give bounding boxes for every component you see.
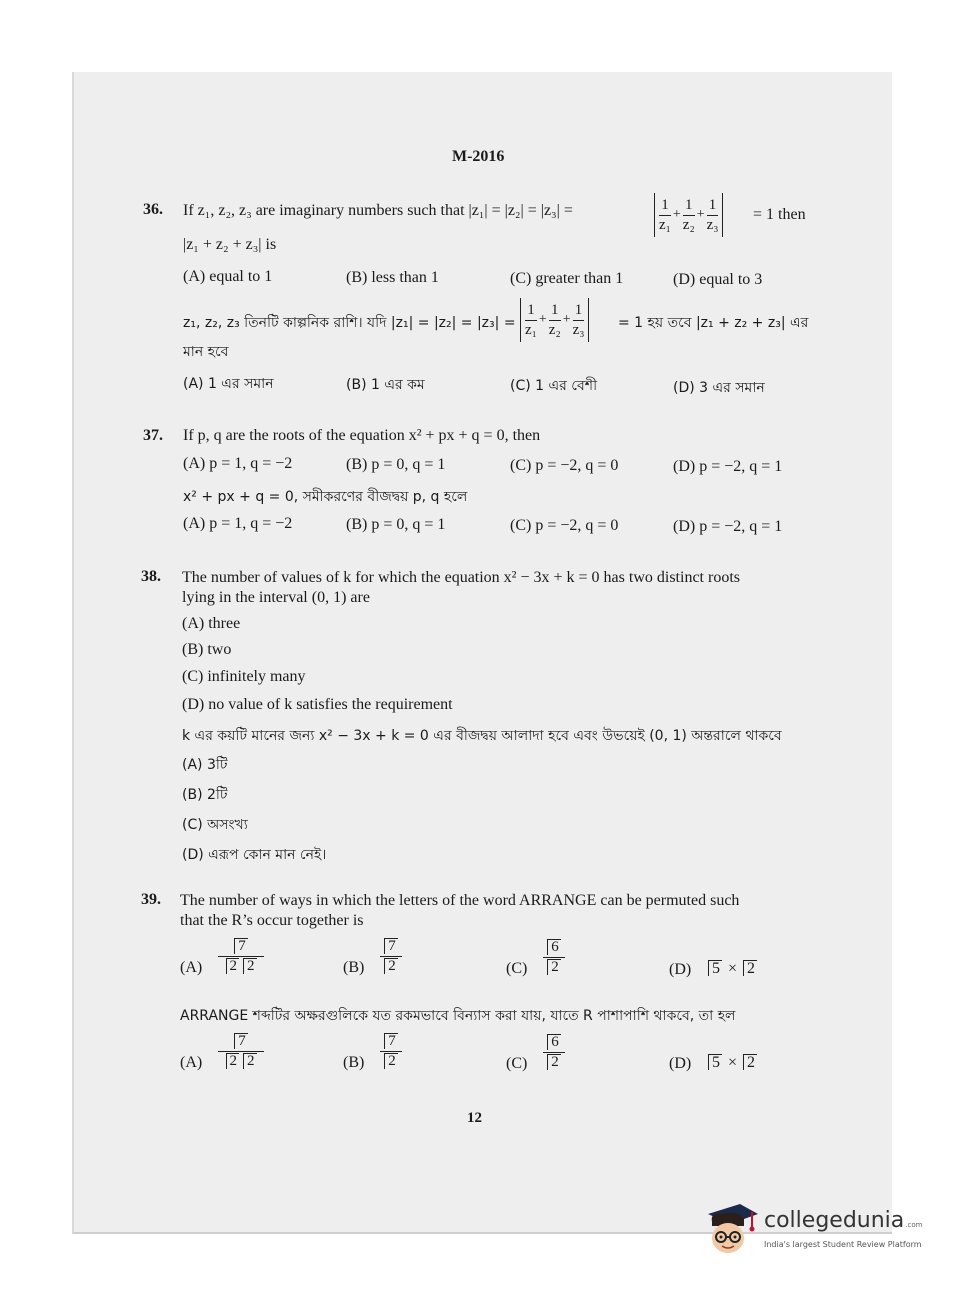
q39b-d-times: × bbox=[728, 1054, 738, 1071]
q37-option-b: (B) p = 0, q = 1 bbox=[346, 456, 446, 473]
q39-beng-label-d: (D) bbox=[669, 1055, 692, 1072]
q39-beng-option-d-expr bbox=[706, 1054, 759, 1072]
q36-option-a: (A) equal to 1 bbox=[183, 268, 273, 285]
page-header: M-2016 bbox=[452, 148, 505, 165]
q39-text-b: that the R’s occur together is bbox=[180, 912, 364, 929]
q36-frac-expression: $\frac{1}{\text{z₁}}$ + $\frac{1}{\text{z₂}}$ + $\frac{1}{\text{z₃}}$ bbox=[654, 193, 723, 237]
q36-beng-text-c: মান হবে bbox=[183, 344, 229, 360]
q38-beng-option-b: (B) 2টি bbox=[182, 787, 228, 803]
q39-beng-option-a-frac bbox=[218, 1033, 264, 1070]
logo-name: collegedunia bbox=[764, 1208, 905, 1233]
q39-d-f1: 5 bbox=[708, 960, 722, 976]
q36b-frac1-den: z₁ bbox=[525, 321, 537, 338]
q39-option-b-frac bbox=[380, 938, 402, 975]
q38-text-a: The number of values of k for which the equation x² − 3x + k = 0 has two distinct roots bbox=[182, 569, 740, 586]
logo-tm: .com bbox=[905, 1221, 923, 1229]
q39-beng-label-b: (B) bbox=[343, 1054, 365, 1071]
q36-beng-text-b: = 1 হয় তবে |z₁ + z₂ + z₃| এর bbox=[618, 315, 809, 331]
q36-beng-option-c: (C) 1 এর বেশী bbox=[510, 378, 598, 394]
q39b-b-num: 7 bbox=[384, 1033, 398, 1049]
q39-beng-option-c-frac bbox=[543, 1034, 565, 1071]
q39-c-num: 6 bbox=[547, 939, 561, 955]
q39-option-d-expr bbox=[706, 960, 759, 978]
q36-text-c: |z₁ + z₂ + z₃| is bbox=[183, 236, 277, 253]
q36-beng-text-a: z₁, z₂, z₃ তিনটি কাল্পনিক রাশি। যদি |z₁| = |z₂| = |z₃| = bbox=[183, 315, 516, 331]
q39b-c-num: 6 bbox=[547, 1034, 561, 1050]
q38-option-d: (D) no value of k satisfies the requirement bbox=[182, 696, 453, 713]
q39-d-times: × bbox=[728, 960, 738, 977]
q36b-frac2-num: 1 bbox=[550, 301, 559, 318]
q39-text-a: The number of ways in which the letters of the word ARRANGE can be permuted such bbox=[180, 892, 740, 909]
q37-beng-option-b: (B) p = 0, q = 1 bbox=[346, 516, 446, 533]
q38-option-b: (B) two bbox=[182, 641, 232, 658]
q39b-b-den: 2 bbox=[384, 1053, 398, 1069]
q39-beng-label-c: (C) bbox=[506, 1055, 528, 1072]
q38-beng-option-c: (C) অসংখ্য bbox=[182, 817, 248, 833]
logo-tagline: India's largest Student Review Platform bbox=[764, 1240, 922, 1249]
q36-option-b: (B) less than 1 bbox=[346, 269, 439, 286]
logo-wordmark bbox=[764, 1208, 922, 1233]
q37-beng-option-c: (C) p = −2, q = 0 bbox=[510, 517, 619, 534]
q36-text-a: If z₁, z₂, z₃ are imaginary numbers such that |z₁| = |z₂| = |z₃| = bbox=[183, 202, 573, 219]
q37-option-c: (C) p = −2, q = 0 bbox=[510, 457, 619, 474]
q39b-d-f2: 2 bbox=[743, 1054, 757, 1070]
q39-c-den: 2 bbox=[547, 959, 561, 975]
q37-beng-text: x² + px + q = 0, সমীকরণের বীজদ্বয় p, q হলে bbox=[183, 489, 468, 505]
q38-text-b: lying in the interval (0, 1) are bbox=[182, 589, 370, 606]
q39-d-f2: 2 bbox=[743, 960, 757, 976]
q39-beng-option-b-frac bbox=[380, 1033, 402, 1070]
q36-beng-option-d: (D) 3 এর সমান bbox=[673, 380, 765, 396]
q36-frac3-den: z₃ bbox=[706, 216, 719, 233]
q38-option-a: (A) three bbox=[182, 615, 241, 632]
q39-a-den1: 2 bbox=[226, 958, 240, 974]
q39b-a-den1: 2 bbox=[226, 1053, 240, 1069]
q39b-d-f1: 5 bbox=[708, 1054, 722, 1070]
q37-beng-option-d: (D) p = −2, q = 1 bbox=[673, 518, 783, 535]
q39-number: 39. bbox=[141, 891, 161, 908]
q37-beng-option-a: (A) p = 1, q = −2 bbox=[183, 515, 293, 532]
q38-option-c: (C) infinitely many bbox=[182, 668, 306, 685]
q39-label-c: (C) bbox=[506, 960, 528, 977]
q37-text: If p, q are the roots of the equation x² + px + q = 0, then bbox=[183, 427, 541, 444]
q38-beng-option-a: (A) 3টি bbox=[182, 757, 228, 773]
q39-option-c-frac bbox=[543, 939, 565, 976]
q36-option-d: (D) equal to 3 bbox=[673, 271, 763, 288]
q36b-frac2-den: z₂ bbox=[548, 321, 561, 338]
q37-option-d: (D) p = −2, q = 1 bbox=[673, 458, 783, 475]
q36-frac2-den: z₂ bbox=[682, 216, 695, 233]
q36b-frac3-num: 1 bbox=[574, 301, 583, 318]
q39-b-den: 2 bbox=[384, 958, 398, 974]
q38-number: 38. bbox=[141, 568, 161, 585]
q36-frac1-num: 1 bbox=[661, 196, 669, 213]
q36-number: 36. bbox=[143, 201, 163, 218]
q39-a-num: 7 bbox=[234, 938, 248, 954]
q37-option-a: (A) p = 1, q = −2 bbox=[183, 455, 293, 472]
q39-label-b: (B) bbox=[343, 959, 365, 976]
q36-beng-frac-expression: $\frac{1}{\text{z₁}}$ + $\frac{1}{\text{z₂}}$ + $\frac{1}{\text{z₃}}$ bbox=[520, 298, 589, 342]
q39-option-a-frac bbox=[218, 938, 264, 975]
q36-frac2-num: 1 bbox=[684, 196, 693, 213]
q36b-frac3-den: z₃ bbox=[572, 321, 585, 338]
collegedunia-logo bbox=[700, 1196, 936, 1266]
q39-beng-text: ARRANGE শব্দটির অক্ষরগুলিকে যত রকমভাবে বিন্যাস করা যায়, যাতে R পাশাপাশি থাকবে, তা হল bbox=[180, 1008, 736, 1024]
q36-beng-option-b: (B) 1 এর কম bbox=[346, 377, 425, 393]
q36-frac1-den: z₁ bbox=[659, 216, 671, 233]
q36-text-b: = 1 then bbox=[753, 206, 806, 223]
q39b-c-den: 2 bbox=[547, 1054, 561, 1070]
q36-option-c: (C) greater than 1 bbox=[510, 270, 624, 287]
q37-number: 37. bbox=[143, 427, 163, 444]
q38-beng-option-d: (D) এরূপ কোন মান নেই। bbox=[182, 847, 327, 863]
q36-frac3-num: 1 bbox=[708, 196, 717, 213]
q39-label-d: (D) bbox=[669, 961, 692, 978]
q39-label-a: (A) bbox=[180, 959, 203, 976]
q36-beng-option-a: (A) 1 এর সমান bbox=[183, 376, 274, 392]
q36b-frac1-num: 1 bbox=[527, 301, 535, 318]
q39-b-num: 7 bbox=[384, 938, 398, 954]
student-mascot-icon bbox=[700, 1198, 762, 1260]
q39b-a-den2: 2 bbox=[243, 1053, 257, 1069]
q39b-a-num: 7 bbox=[234, 1033, 248, 1049]
q39-a-den2: 2 bbox=[243, 958, 257, 974]
page-number: 12 bbox=[467, 1110, 482, 1126]
q39-beng-label-a: (A) bbox=[180, 1054, 203, 1071]
q38-beng-text: k এর কয়টি মানের জন্য x² − 3x + k = 0 এর বীজদ্বয় আলাদা হবে এবং উভয়েই (0, 1) অন্তরালে থাকবে bbox=[182, 728, 782, 744]
